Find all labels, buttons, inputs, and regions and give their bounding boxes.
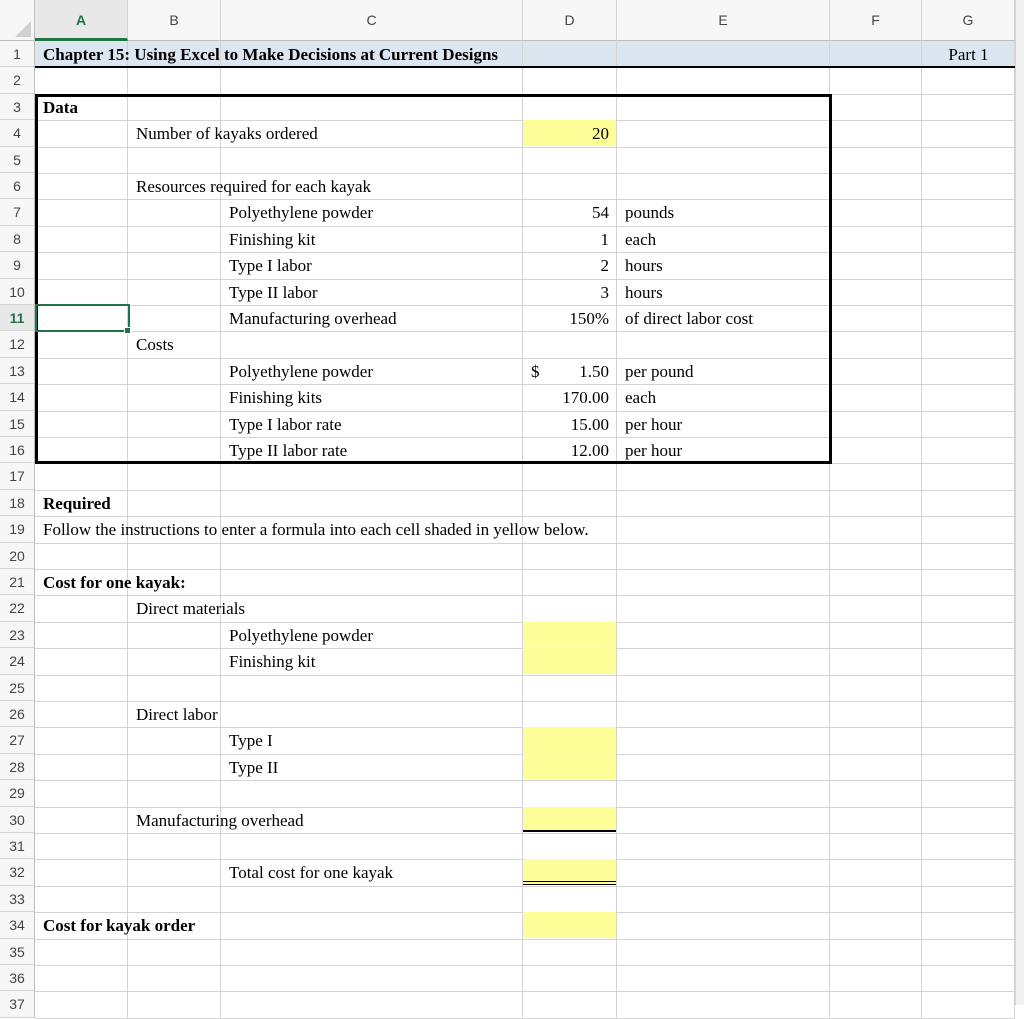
cell-A24[interactable] xyxy=(35,648,128,675)
cell-G8[interactable] xyxy=(922,226,1015,253)
cell-text-C15: Type I labor rate xyxy=(229,414,342,434)
cell-F26[interactable] xyxy=(830,701,922,728)
row-header-31[interactable]: 31 xyxy=(0,833,35,859)
fill-handle[interactable] xyxy=(124,327,131,334)
cell-E23[interactable] xyxy=(617,622,830,649)
cell-C29[interactable] xyxy=(221,780,523,807)
cell-text-A18: Required xyxy=(43,493,111,513)
cell-F3[interactable] xyxy=(830,94,922,121)
sheet-edge xyxy=(1015,0,1024,1005)
cell-G24[interactable] xyxy=(922,648,1015,675)
cell-text-E15: per hour xyxy=(625,414,683,434)
cell-B35[interactable] xyxy=(128,939,221,966)
cell-text-A19: Follow the instructions to enter a formula into each cell shaded in yellow below. xyxy=(43,520,589,540)
cell-F2[interactable] xyxy=(830,67,922,94)
cell-C37[interactable] xyxy=(221,991,523,1018)
row-header-28[interactable]: 28 xyxy=(0,754,35,780)
row-header-3[interactable]: 3 xyxy=(0,94,35,120)
cell-text-E9: hours xyxy=(625,256,663,276)
cell-E25[interactable] xyxy=(617,675,830,702)
cell-C36[interactable] xyxy=(221,965,523,992)
cell-E2[interactable] xyxy=(617,67,830,94)
row-header-11[interactable]: 11 xyxy=(0,305,35,331)
cell-F12[interactable] xyxy=(830,331,922,358)
cell-text-D9: 2 xyxy=(600,256,609,276)
cell-text-B4: Number of kayaks ordered xyxy=(136,124,318,144)
cell-G7[interactable] xyxy=(922,199,1015,226)
cell-text-D11: 150% xyxy=(569,309,609,328)
cell-F34[interactable] xyxy=(830,912,922,939)
cell-E32[interactable] xyxy=(617,859,830,886)
cell-text-D8: 1 xyxy=(600,229,609,249)
cell-text-A1: Chapter 15: Using Excel to Make Decisions at Current Designs xyxy=(43,45,499,64)
cell-D22[interactable] xyxy=(523,595,617,622)
cell-G37[interactable] xyxy=(922,991,1015,1018)
row-header-4[interactable]: 4 xyxy=(0,120,35,146)
cell-F16[interactable] xyxy=(830,437,922,464)
cell-D1[interactable] xyxy=(523,41,617,68)
cell-B28[interactable] xyxy=(128,754,221,781)
input-cell-D32[interactable] xyxy=(523,859,616,884)
cell-F33[interactable] xyxy=(830,886,922,913)
cell-text-D15: 15.00 xyxy=(570,414,609,434)
cell-G13[interactable] xyxy=(922,358,1015,385)
cell-B27[interactable] xyxy=(128,727,221,754)
cell-G10[interactable] xyxy=(922,279,1015,306)
cell-F25[interactable] xyxy=(830,675,922,702)
cell-E27[interactable] xyxy=(617,727,830,754)
cell-E24[interactable] xyxy=(617,648,830,675)
row-header-19[interactable]: 19 xyxy=(0,516,35,542)
cell-D35[interactable] xyxy=(523,939,617,966)
cell-text-E14: each xyxy=(625,388,657,408)
cell-E21[interactable] xyxy=(617,569,830,596)
cell-G21[interactable] xyxy=(922,569,1015,596)
cell-text-C10: Type II labor xyxy=(229,282,318,302)
cell-text-A21: Cost for one kayak: xyxy=(43,573,186,592)
row-header-25[interactable]: 25 xyxy=(0,675,35,701)
cell-C35[interactable] xyxy=(221,939,523,966)
cell-G27[interactable] xyxy=(922,727,1015,754)
cell-G18[interactable] xyxy=(922,490,1015,517)
input-cell-D23[interactable] xyxy=(523,622,616,647)
row-header-9[interactable]: 9 xyxy=(0,252,35,278)
cell-F8[interactable] xyxy=(830,226,922,253)
cell-G12[interactable] xyxy=(922,331,1015,358)
cell-text-C14: Finishing kits xyxy=(229,388,323,408)
row-header-16[interactable]: 16 xyxy=(0,437,35,463)
cell-D25[interactable] xyxy=(523,675,617,702)
cell-G3[interactable] xyxy=(922,94,1015,121)
cell-B37[interactable] xyxy=(128,991,221,1018)
cell-A30[interactable] xyxy=(35,807,128,834)
select-all-corner[interactable] xyxy=(0,0,35,41)
cell-A17[interactable] xyxy=(35,463,128,490)
cell-B2[interactable] xyxy=(128,67,221,94)
row-header-6[interactable]: 6 xyxy=(0,173,35,199)
cell-text-D13: 1.50 xyxy=(579,361,609,381)
cell-E22[interactable] xyxy=(617,595,830,622)
cell-A33[interactable] xyxy=(35,886,128,913)
cell-A35[interactable] xyxy=(35,939,128,966)
cell-A36[interactable] xyxy=(35,965,128,992)
cell-G30[interactable] xyxy=(922,807,1015,834)
cell-A27[interactable] xyxy=(35,727,128,754)
row-header-21[interactable]: 21 xyxy=(0,569,35,595)
cell-E30[interactable] xyxy=(617,807,830,834)
cell-F20[interactable] xyxy=(830,543,922,570)
cell-B32[interactable] xyxy=(128,859,221,886)
cell-B31[interactable] xyxy=(128,833,221,860)
cell-text-D7: 54 xyxy=(592,203,609,223)
selected-cell-A11[interactable] xyxy=(35,304,130,332)
row-header-29[interactable]: 29 xyxy=(0,780,35,806)
column-header-E[interactable]: E xyxy=(617,0,830,41)
row-header-2[interactable]: 2 xyxy=(0,67,35,93)
cell-text-B6: Resources required for each kayak xyxy=(136,177,372,196)
cell-C25[interactable] xyxy=(221,675,523,702)
cell-text-D13: $ xyxy=(531,361,540,381)
cell-F4[interactable] xyxy=(830,120,922,147)
cell-D33[interactable] xyxy=(523,886,617,913)
cell-F29[interactable] xyxy=(830,780,922,807)
cell-F18[interactable] xyxy=(830,490,922,517)
cell-A20[interactable] xyxy=(35,543,128,570)
cell-G36[interactable] xyxy=(922,965,1015,992)
cell-text-E7: pounds xyxy=(625,203,675,223)
row-header-20[interactable]: 20 xyxy=(0,543,35,569)
cell-text-C27: Type I xyxy=(229,731,273,751)
row-header-7[interactable]: 7 xyxy=(0,199,35,225)
cell-G25[interactable] xyxy=(922,675,1015,702)
cell-G17[interactable] xyxy=(922,463,1015,490)
row-header-18[interactable]: 18 xyxy=(0,490,35,516)
cell-G28[interactable] xyxy=(922,754,1015,781)
cell-D36[interactable] xyxy=(523,965,617,992)
cell-F6[interactable] xyxy=(830,173,922,200)
cell-D29[interactable] xyxy=(523,780,617,807)
cell-D20[interactable] xyxy=(523,543,617,570)
cell-text-D10: 3 xyxy=(600,282,609,302)
input-cell-D27[interactable] xyxy=(523,727,616,752)
cell-F27[interactable] xyxy=(830,727,922,754)
cell-E17[interactable] xyxy=(617,463,830,490)
input-cell-D24[interactable] xyxy=(523,648,616,673)
row-header-17[interactable]: 17 xyxy=(0,463,35,489)
row-header-26[interactable]: 26 xyxy=(0,701,35,727)
cell-text-B22: Direct materials xyxy=(136,599,246,619)
column-header-B[interactable]: B xyxy=(128,0,221,41)
cell-G5[interactable] xyxy=(922,147,1015,174)
cell-text-B12: Costs xyxy=(136,335,174,355)
cell-D31[interactable] xyxy=(523,833,617,860)
cell-text-A34: Cost for kayak order xyxy=(43,916,196,936)
cell-C21[interactable] xyxy=(221,569,523,596)
cell-B23[interactable] xyxy=(128,622,221,649)
row-header-32[interactable]: 32 xyxy=(0,859,35,885)
row-header-33[interactable]: 33 xyxy=(0,886,35,912)
cell-G20[interactable] xyxy=(922,543,1015,570)
cell-F7[interactable] xyxy=(830,199,922,226)
cell-F36[interactable] xyxy=(830,965,922,992)
cell-A2[interactable] xyxy=(35,67,128,94)
cell-C17[interactable] xyxy=(221,463,523,490)
cell-E31[interactable] xyxy=(617,833,830,860)
cell-text-C23: Polyethylene powder xyxy=(229,625,373,645)
cell-E19[interactable] xyxy=(617,516,830,543)
row-header-36[interactable]: 36 xyxy=(0,965,35,991)
cell-text-C28: Type II xyxy=(229,757,279,777)
cell-F15[interactable] xyxy=(830,411,922,438)
cell-C34[interactable] xyxy=(221,912,523,939)
row-header-13[interactable]: 13 xyxy=(0,358,35,384)
cell-F21[interactable] xyxy=(830,569,922,596)
cell-B29[interactable] xyxy=(128,780,221,807)
cell-E1[interactable] xyxy=(617,41,830,68)
cell-text-C13: Polyethylene powder xyxy=(229,361,373,381)
cell-F5[interactable] xyxy=(830,147,922,174)
cell-E34[interactable] xyxy=(617,912,830,939)
cell-F14[interactable] xyxy=(830,384,922,411)
input-cell-D28[interactable] xyxy=(523,754,616,779)
cell-C26[interactable] xyxy=(221,701,523,728)
cell-E28[interactable] xyxy=(617,754,830,781)
cell-G2[interactable] xyxy=(922,67,1015,94)
cell-text-C16: Type II labor rate xyxy=(229,441,348,460)
cell-B36[interactable] xyxy=(128,965,221,992)
row-header-37[interactable]: 37 xyxy=(0,991,35,1017)
cell-C2[interactable] xyxy=(221,67,523,94)
cell-D21[interactable] xyxy=(523,569,617,596)
row-header-15[interactable]: 15 xyxy=(0,411,35,437)
cell-B17[interactable] xyxy=(128,463,221,490)
cell-text-C8: Finishing kit xyxy=(229,229,316,249)
cell-E29[interactable] xyxy=(617,780,830,807)
cell-D2[interactable] xyxy=(523,67,617,94)
cell-G11[interactable] xyxy=(922,305,1015,332)
cell-G14[interactable] xyxy=(922,384,1015,411)
cell-B20[interactable] xyxy=(128,543,221,570)
cell-A31[interactable] xyxy=(35,833,128,860)
cell-D17[interactable] xyxy=(523,463,617,490)
cell-F28[interactable] xyxy=(830,754,922,781)
cell-B24[interactable] xyxy=(128,648,221,675)
row-header-35[interactable]: 35 xyxy=(0,939,35,965)
cell-F23[interactable] xyxy=(830,622,922,649)
cell-F32[interactable] xyxy=(830,859,922,886)
row-header-10[interactable]: 10 xyxy=(0,279,35,305)
cell-F17[interactable] xyxy=(830,463,922,490)
cell-G9[interactable] xyxy=(922,252,1015,279)
input-cell-D34[interactable] xyxy=(523,912,616,937)
cell-E33[interactable] xyxy=(617,886,830,913)
cell-F24[interactable] xyxy=(830,648,922,675)
cell-C18[interactable] xyxy=(221,490,523,517)
cell-G33[interactable] xyxy=(922,886,1015,913)
cell-text-E16: per hour xyxy=(625,441,683,460)
cell-F9[interactable] xyxy=(830,252,922,279)
cell-F31[interactable] xyxy=(830,833,922,860)
row-header-34[interactable]: 34 xyxy=(0,912,35,938)
column-header-G[interactable]: G xyxy=(922,0,1015,41)
cell-G4[interactable] xyxy=(922,120,1015,147)
cell-C22[interactable] xyxy=(221,595,523,622)
row-header-22[interactable]: 22 xyxy=(0,595,35,621)
cell-text-C9: Type I labor xyxy=(229,256,312,276)
cell-B33[interactable] xyxy=(128,886,221,913)
cell-text-C24: Finishing kit xyxy=(229,652,316,672)
cell-G34[interactable] xyxy=(922,912,1015,939)
cell-G6[interactable] xyxy=(922,173,1015,200)
cell-A25[interactable] xyxy=(35,675,128,702)
column-header-D[interactable]: D xyxy=(523,0,617,41)
cell-text-D4: 20 xyxy=(592,124,609,144)
cell-E35[interactable] xyxy=(617,939,830,966)
cell-text-C32: Total cost for one kayak xyxy=(229,863,394,883)
row-header-5[interactable]: 5 xyxy=(0,147,35,173)
cell-F11[interactable] xyxy=(830,305,922,332)
cell-G26[interactable] xyxy=(922,701,1015,728)
cell-D37[interactable] xyxy=(523,991,617,1018)
cell-E37[interactable] xyxy=(617,991,830,1018)
cell-A29[interactable] xyxy=(35,780,128,807)
cell-G16[interactable] xyxy=(922,437,1015,464)
cell-C31[interactable] xyxy=(221,833,523,860)
column-header-A[interactable]: A xyxy=(35,0,128,41)
cell-text-A3: Data xyxy=(43,97,78,117)
cell-A32[interactable] xyxy=(35,859,128,886)
cell-E20[interactable] xyxy=(617,543,830,570)
cell-text-E8: each xyxy=(625,229,657,249)
cell-A22[interactable] xyxy=(35,595,128,622)
input-cell-D30[interactable] xyxy=(523,807,616,832)
cell-G29[interactable] xyxy=(922,780,1015,807)
cell-E26[interactable] xyxy=(617,701,830,728)
cell-text-C11: Manufacturing overhead xyxy=(229,309,397,328)
cell-F30[interactable] xyxy=(830,807,922,834)
cell-G32[interactable] xyxy=(922,859,1015,886)
row-header-30[interactable]: 30 xyxy=(0,807,35,833)
cell-A26[interactable] xyxy=(35,701,128,728)
cell-F13[interactable] xyxy=(830,358,922,385)
cell-D26[interactable] xyxy=(523,701,617,728)
cell-G23[interactable] xyxy=(922,622,1015,649)
cell-F19[interactable] xyxy=(830,516,922,543)
cell-C33[interactable] xyxy=(221,886,523,913)
cell-text-G1: Part 1 xyxy=(948,45,989,64)
cell-B18[interactable] xyxy=(128,490,221,517)
cell-G19[interactable] xyxy=(922,516,1015,543)
column-header-F[interactable]: F xyxy=(830,0,922,41)
cell-E18[interactable] xyxy=(617,490,830,517)
cell-G35[interactable] xyxy=(922,939,1015,966)
cell-G15[interactable] xyxy=(922,411,1015,438)
cell-D18[interactable] xyxy=(523,490,617,517)
cell-E36[interactable] xyxy=(617,965,830,992)
cell-text-D14: 170.00 xyxy=(562,388,609,408)
cell-A23[interactable] xyxy=(35,622,128,649)
cell-A28[interactable] xyxy=(35,754,128,781)
cell-G31[interactable] xyxy=(922,833,1015,860)
row-header-8[interactable]: 8 xyxy=(0,226,35,252)
cell-text-E13: per pound xyxy=(625,361,694,381)
cell-A37[interactable] xyxy=(35,991,128,1018)
cell-text-C7: Polyethylene powder xyxy=(229,203,373,223)
row-header-1[interactable]: 1 xyxy=(0,41,35,67)
row-header-27[interactable]: 27 xyxy=(0,727,35,753)
cell-B25[interactable] xyxy=(128,675,221,702)
row-header-14[interactable]: 14 xyxy=(0,384,35,410)
row-header-12[interactable]: 12 xyxy=(0,331,35,357)
cell-text-D16: 12.00 xyxy=(570,441,609,460)
row-header-24[interactable]: 24 xyxy=(0,648,35,674)
cell-text-E10: hours xyxy=(625,282,663,302)
cell-F37[interactable] xyxy=(830,991,922,1018)
cell-F22[interactable] xyxy=(830,595,922,622)
cell-C20[interactable] xyxy=(221,543,523,570)
row-header-23[interactable]: 23 xyxy=(0,622,35,648)
cell-text-E11: of direct labor cost xyxy=(625,309,753,328)
data-section-box xyxy=(35,94,832,465)
cell-text-B26: Direct labor xyxy=(136,705,218,724)
column-header-C[interactable]: C xyxy=(221,0,523,41)
cell-G22[interactable] xyxy=(922,595,1015,622)
cell-text-B30: Manufacturing overhead xyxy=(136,810,304,830)
cell-F10[interactable] xyxy=(830,279,922,306)
cell-F35[interactable] xyxy=(830,939,922,966)
cell-F1[interactable] xyxy=(830,41,922,68)
